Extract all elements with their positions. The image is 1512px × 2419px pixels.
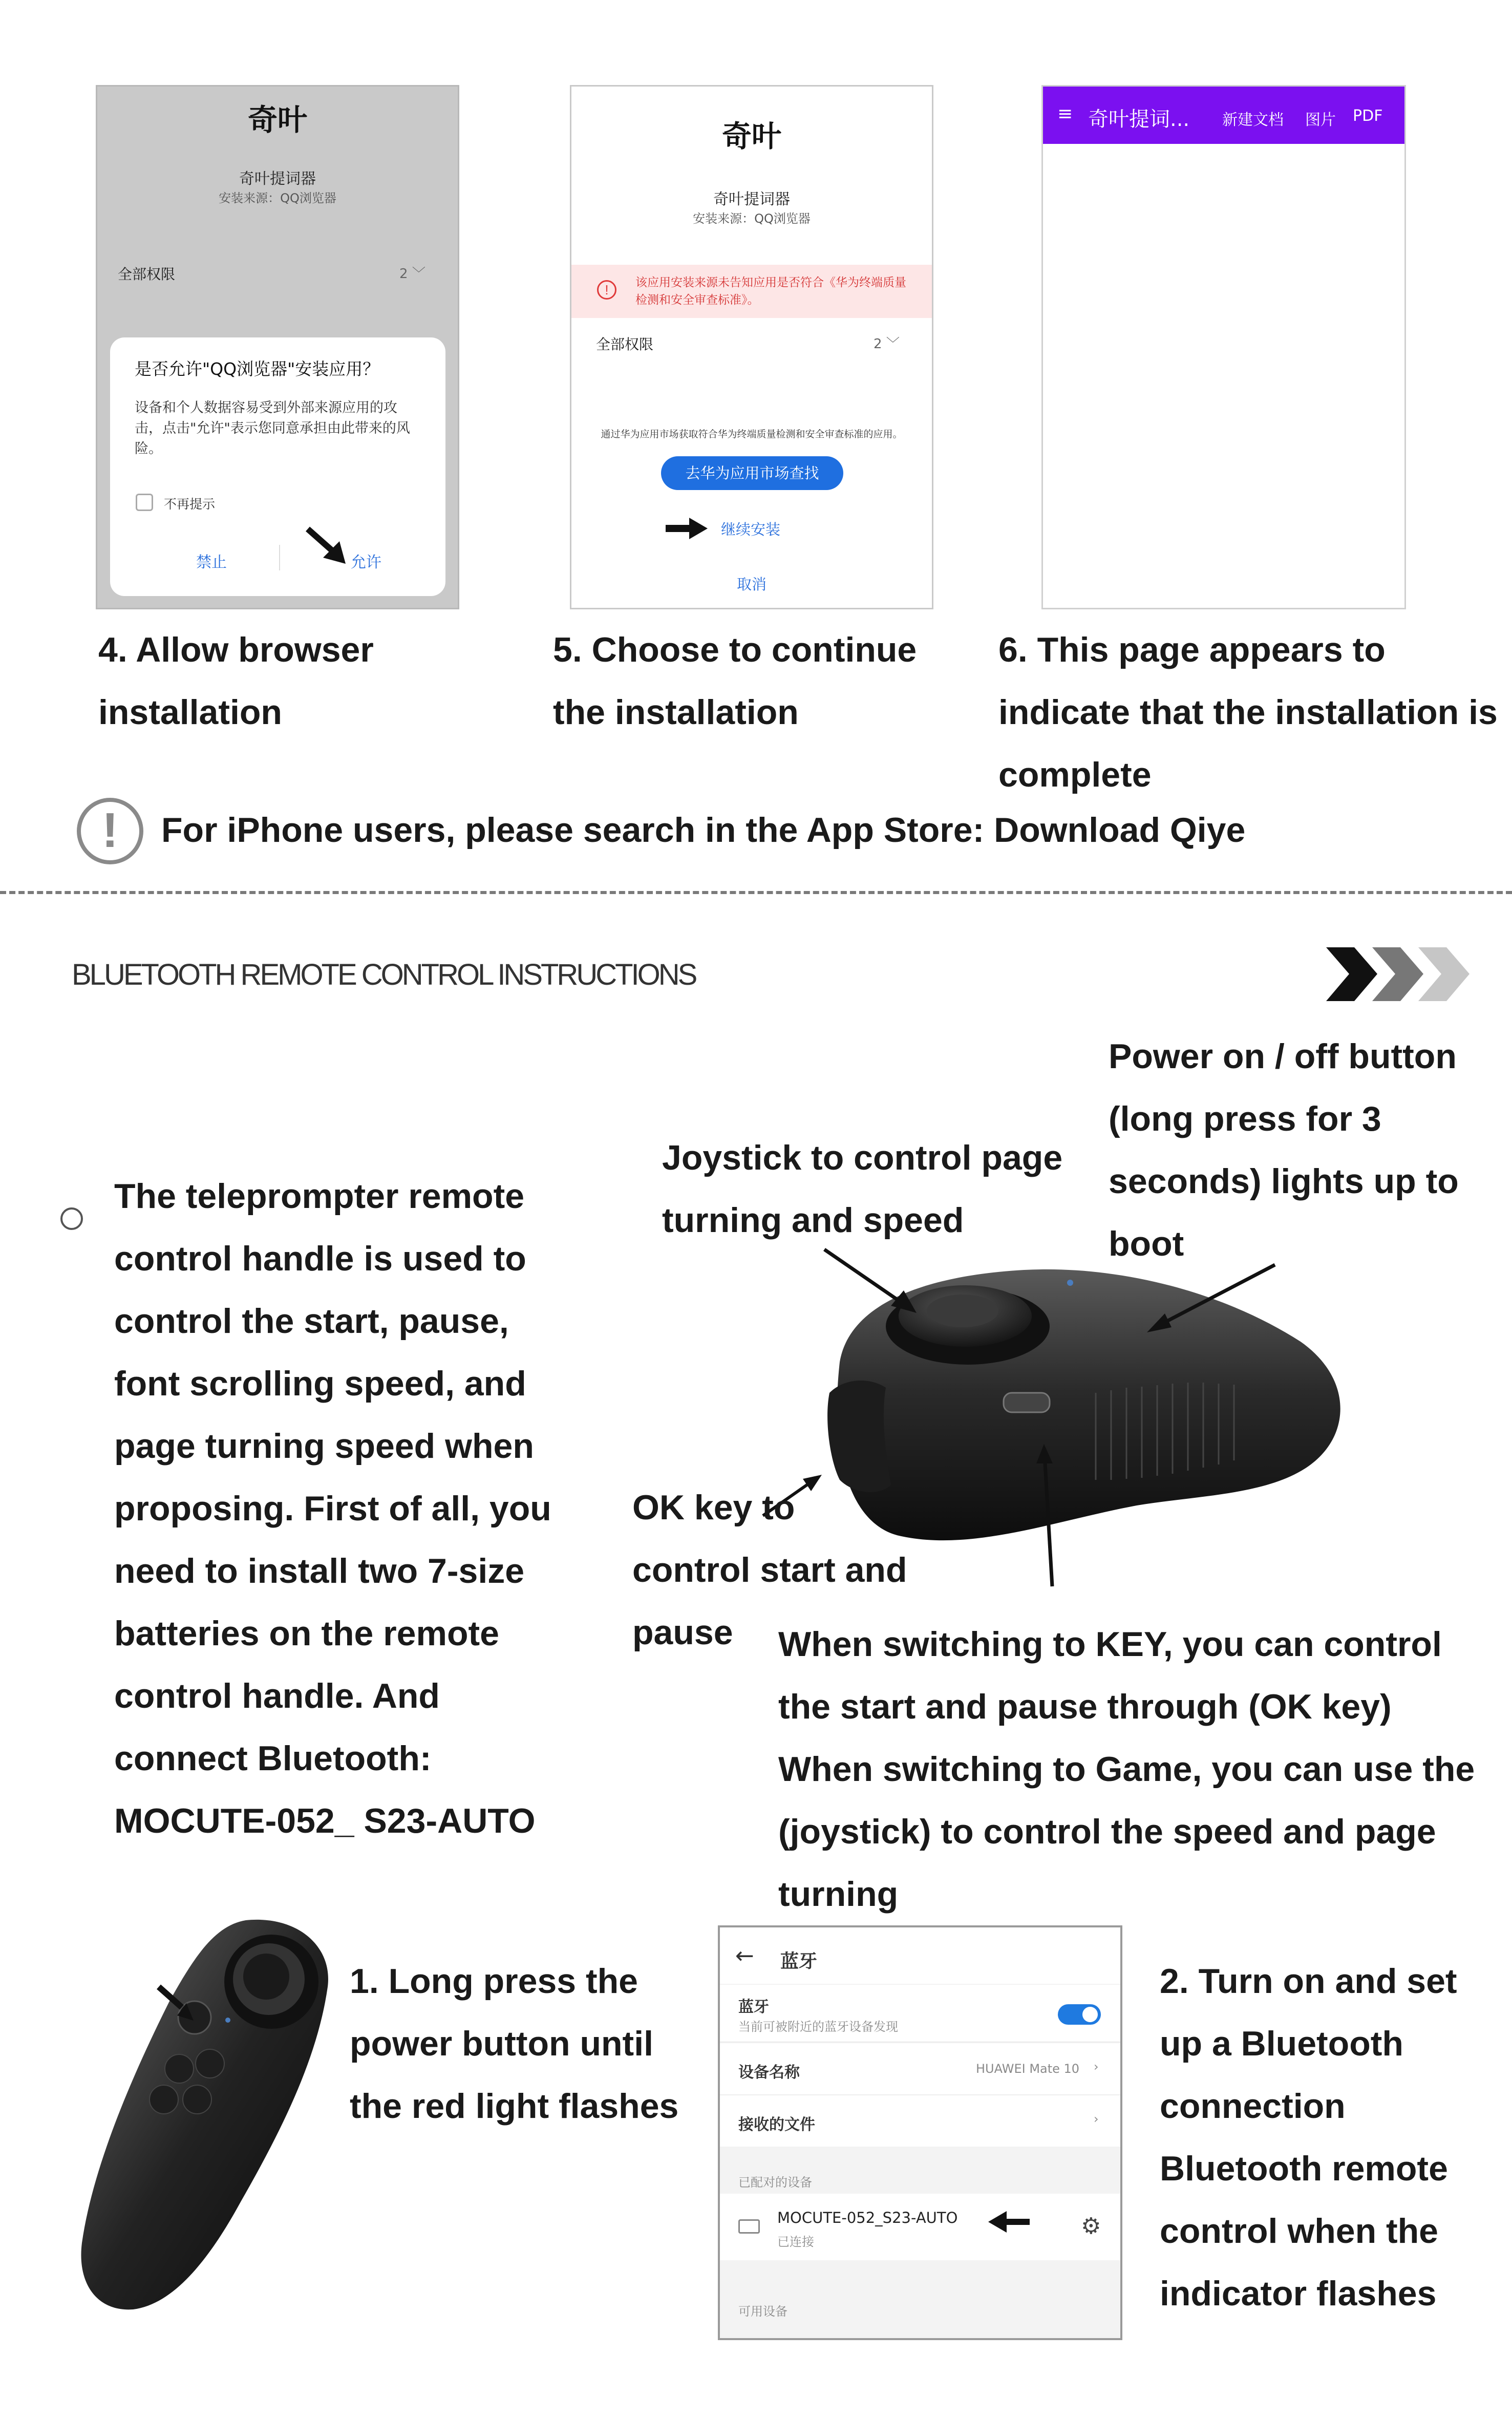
intro-line: proposing. First of all, you [114,1489,551,1528]
cancel-button[interactable]: 取消 [736,576,766,593]
callout-line: boot [1109,1224,1184,1263]
button-divider [279,545,280,570]
bt-toggle-label: 蓝牙 [738,1998,769,2016]
warning-text: 该应用安装来源未告知应用是否符合《华为终端质量检测和安全审查标准》。 [635,276,906,307]
permissions-count[interactable]: 2 ﹀ [874,336,900,352]
pointer-arrow-icon [304,526,350,567]
caption-line: indicator flashes [1160,2274,1437,2313]
device-name-value: HUAWEI Mate 10 [976,2062,1080,2076]
chevron-down-icon: ﹀ [412,266,425,282]
intro-line: control handle is used to [114,1239,526,1278]
caption-line: the red light flashes [350,2087,679,2126]
checkbox-label: 不再提示 [164,497,216,512]
section-title: BLUETOOTH REMOTE CONTROL INSTRUCTIONS [72,958,696,991]
available-devices-header: 可用设备 [738,2304,787,2319]
market-note: 通过华为应用市场获取符合华为终端质量检测和安全审查标准的应用。 [601,429,903,440]
caption-line: 4. Allow browser [98,630,374,669]
caption-line: the installation [553,693,799,732]
install-source: 安装来源：QQ浏览器 [693,211,811,226]
section-divider [0,891,1512,894]
paired-device-status: 已连接 [777,2235,814,2249]
dont-remind-checkbox[interactable] [136,494,153,511]
allow-button[interactable]: 允许 [351,554,381,571]
permissions-label: 全部权限 [118,266,176,283]
paired-device-name: MOCUTE-052_S23-AUTO [777,2209,958,2226]
step2-caption [1160,1950,1457,2325]
bt-received-files-row[interactable] [720,2094,1120,2147]
install-source: 安装来源：QQ浏览器 [219,191,336,205]
caption-line: complete [998,755,1152,794]
chevron-right-icon: › [1094,2112,1099,2126]
callout-line: Power on / off button [1109,1037,1457,1076]
caption-line: installation [98,693,282,732]
permissions-count[interactable]: 2 ﹀ [399,266,425,282]
callout-line: control start and [632,1551,907,1589]
switch-mode-callout [778,1613,1475,1925]
app-header-title: 奇叶 [721,119,781,154]
bt-header [720,1927,1120,1984]
callout-line: turning [778,1875,899,1914]
step1-caption [350,1950,678,2137]
chevron-arrows-icon [1326,945,1480,1004]
warning-icon: ! [597,280,616,300]
warning-banner [571,265,932,318]
deny-button[interactable]: 禁止 [196,554,227,571]
intro-line: page turning speed when [114,1427,534,1466]
callout-line: OK key to [632,1488,795,1527]
toolbar-title: 奇叶提词... [1088,108,1190,131]
back-arrow-icon[interactable]: ← [735,1943,754,1969]
dialog-title: 是否允许"QQ浏览器"安装应用？ [135,359,380,379]
screenshot-install-complete [1041,85,1406,609]
caption-line: 2. Turn on and set [1160,1962,1457,2001]
intro-line: control the start, pause, [114,1302,509,1341]
bt-header-title: 蓝牙 [780,1951,818,1972]
intro-line: control handle. And [114,1677,440,1715]
intro-paragraph [114,1165,551,1852]
pointer-arrow-icon [664,516,710,541]
menu-icon[interactable]: ≡ [1057,103,1073,124]
callout-line: Joystick to control page [662,1138,1063,1177]
intro-line: need to install two 7-size [114,1552,525,1590]
callout-line: When switching to KEY, you can control [778,1625,1442,1664]
app-name: 奇叶提词器 [713,190,790,208]
caption-line: 5. Choose to continue [553,630,917,669]
dialog-body: 设备和个人数据容易受到外部来源应用的攻击，点击"允许"表示您同意承担由此带来的风险。 [135,400,410,457]
bt-toggle-row [720,1985,1120,2041]
new-document-button[interactable]: 新建文档 [1222,111,1284,129]
callout-line: (long press for 3 [1109,1099,1381,1138]
permissions-label: 全部权限 [596,336,654,353]
app-name: 奇叶提词器 [239,170,316,188]
step6-caption [998,619,1498,806]
callout-line: pause [632,1613,733,1652]
intro-line: The teleprompter remote [114,1177,525,1216]
image-button[interactable]: 图片 [1305,111,1336,129]
caption-line: control when the [1160,2212,1438,2251]
intro-line: MOCUTE-052_ S23-AUTO [114,1801,536,1840]
intro-line: batteries on the remote [114,1614,499,1653]
app-toolbar [1043,87,1404,144]
chevron-right-icon: › [1094,2060,1099,2074]
screenshot-continue-install [570,85,933,609]
caption-line: indicate that the installation is [998,693,1498,732]
step5-caption [553,619,917,744]
bt-paired-device-row[interactable] [720,2194,1120,2260]
bt-toggle-sub: 当前可被附近的蓝牙设备发现 [738,2020,898,2034]
gear-icon[interactable]: ⚙ [1081,2213,1101,2239]
callout-line: When switching to Game, you can use the [778,1750,1475,1789]
caption-line: power button until [350,2024,653,2063]
screenshot-allow-install [96,85,459,609]
intro-line: connect Bluetooth: [114,1739,432,1778]
iphone-note: For iPhone users, please search in the App Store: Download Qiye [161,811,1246,850]
caption-line: up a Bluetooth [1160,2024,1403,2063]
continue-install-button[interactable]: 继续安装 [721,521,781,538]
keyboard-icon [738,2219,760,2234]
info-exclamation-icon: ! [77,798,143,864]
caption-line: 6. This page appears to [998,630,1386,669]
paired-devices-header: 已配对的设备 [738,2175,812,2190]
callout-line: seconds) lights up to [1109,1162,1459,1201]
step4-caption [98,619,374,744]
huawei-market-button[interactable]: 去华为应用市场查找 [661,456,843,490]
bluetooth-settings-screenshot [718,1925,1122,2340]
bt-toggle-switch[interactable] [1058,2004,1101,2025]
app-header-title: 奇叶 [247,102,307,137]
pointer-arrow-icon [986,2209,1032,2235]
chevron-down-icon: ﹀ [886,336,900,352]
install-dialog [110,337,445,596]
caption-line: connection [1160,2087,1346,2126]
received-files-label: 接收的文件 [738,2116,815,2134]
bt-device-name-row[interactable] [720,2042,1120,2094]
callout-line: turning and speed [662,1201,964,1240]
device-name-label: 设备名称 [738,2064,800,2082]
handheld-remote-illustration [77,1915,343,2315]
callout-line: (joystick) to control the speed and page [778,1812,1436,1851]
callout-line: the start and pause through (OK key) [778,1687,1392,1726]
caption-line: 1. Long press the [350,1962,638,2001]
pdf-button[interactable]: PDF [1353,107,1383,125]
intro-line: font scrolling speed, and [114,1364,526,1403]
caption-line: Bluetooth remote [1160,2149,1448,2188]
bullet-circle-icon [60,1207,83,1230]
